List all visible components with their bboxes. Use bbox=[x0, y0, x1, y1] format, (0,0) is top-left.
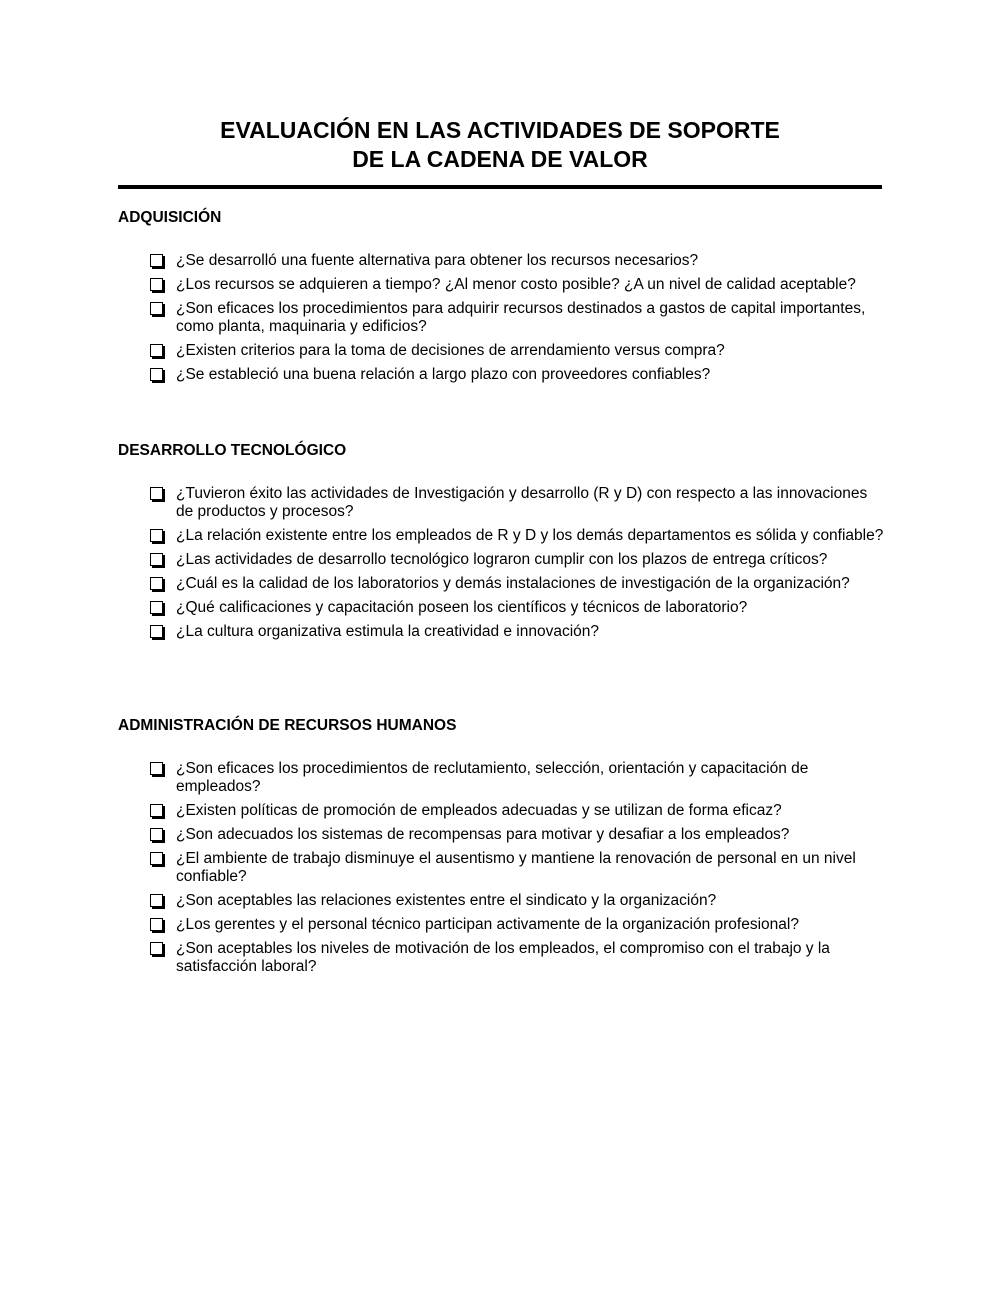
checklist-item-text: ¿Son adecuados los sistemas de recompensas para motivar y desafiar a los empleados? bbox=[176, 826, 790, 843]
checklist-item bbox=[150, 366, 885, 384]
checkbox-icon[interactable] bbox=[150, 344, 163, 357]
checkbox-icon[interactable] bbox=[150, 278, 163, 291]
checkbox-icon[interactable] bbox=[150, 368, 163, 381]
checklist-item-text: ¿Son eficaces los procedimientos para adquirir recursos destinados a gastos de capital importantes, como planta, maquinaria y edificios? bbox=[176, 300, 866, 335]
section-desarrollo-tecnologico bbox=[118, 442, 884, 640]
checkbox-icon[interactable] bbox=[150, 254, 163, 267]
checklist-item-text: ¿Cuál es la calidad de los laboratorios y demás instalaciones de investigación de la organización? bbox=[176, 575, 850, 592]
checklist-item bbox=[150, 252, 885, 270]
checklist-item bbox=[150, 802, 885, 820]
checklist-item-text: ¿Las actividades de desarrollo tecnológico lograron cumplir con los plazos de entrega críticos? bbox=[176, 551, 828, 568]
checklist-item-text: ¿Se desarrolló una fuente alternativa para obtener los recursos necesarios? bbox=[176, 252, 699, 269]
checkbox-icon[interactable] bbox=[150, 804, 163, 817]
checkbox-icon[interactable] bbox=[150, 601, 163, 614]
section-heading: DESARROLLO TECNOLÓGICO bbox=[118, 442, 347, 459]
checklist-item-text: ¿Se estableció una buena relación a largo plazo con proveedores confiables? bbox=[176, 366, 711, 383]
checklist-item-text: ¿Son aceptables los niveles de motivación de los empleados, el compromiso con el trabajo y la satisfacción laboral? bbox=[176, 940, 830, 975]
checklist-item bbox=[150, 276, 885, 294]
checkbox-icon[interactable] bbox=[150, 302, 163, 315]
checkbox-icon[interactable] bbox=[150, 918, 163, 931]
checklist-item bbox=[150, 916, 885, 934]
checkbox-icon[interactable] bbox=[150, 828, 163, 841]
checkbox-icon[interactable] bbox=[150, 625, 163, 638]
checklist-item-text: ¿Existen políticas de promoción de empleados adecuadas y se utilizan de forma eficaz? bbox=[176, 802, 782, 819]
checkbox-icon[interactable] bbox=[150, 942, 163, 955]
checklist-item bbox=[150, 575, 885, 593]
title-line-2: DE LA CADENA DE VALOR bbox=[352, 146, 648, 172]
checklist-item-text: ¿El ambiente de trabajo disminuye el ausentismo y mantiene la renovación de personal en un nivel confiable? bbox=[176, 850, 856, 885]
checklist-item-text: ¿Los recursos se adquieren a tiempo? ¿Al menor costo posible? ¿A un nivel de calidad aceptable? bbox=[176, 276, 856, 293]
checklist-item bbox=[150, 300, 885, 336]
checkbox-icon[interactable] bbox=[150, 852, 163, 865]
checklist bbox=[150, 485, 885, 647]
checklist-item-text: ¿Los gerentes y el personal técnico participan activamente de la organización profesional? bbox=[176, 916, 799, 933]
checklist-item-text: ¿Tuvieron éxito las actividades de Investigación y desarrollo (R y D) con respecto a las innovaciones de productos y procesos? bbox=[176, 485, 868, 520]
checklist-item-text: ¿Existen criterios para la toma de decisiones de arrendamiento versus compra? bbox=[176, 342, 725, 359]
checklist-item-text: ¿Son aceptables las relaciones existentes entre el sindicato y la organización? bbox=[176, 892, 717, 909]
checklist-item bbox=[150, 940, 885, 976]
checklist-item bbox=[150, 551, 885, 569]
checklist-item-text: ¿La relación existente entre los empleados de R y D y los demás departamentos es sólida y confiable? bbox=[176, 527, 884, 544]
checklist-item bbox=[150, 826, 885, 844]
checklist bbox=[150, 252, 885, 390]
checklist-item bbox=[150, 892, 885, 910]
checkbox-icon[interactable] bbox=[150, 762, 163, 775]
document-title bbox=[118, 116, 882, 174]
checklist-item bbox=[150, 850, 885, 886]
checkbox-icon[interactable] bbox=[150, 577, 163, 590]
checklist-item bbox=[150, 599, 885, 617]
checkbox-icon[interactable] bbox=[150, 553, 163, 566]
title-line-1: EVALUACIÓN EN LAS ACTIVIDADES DE SOPORTE bbox=[220, 117, 780, 143]
checkbox-icon[interactable] bbox=[150, 487, 163, 500]
checklist-item bbox=[150, 342, 885, 360]
checklist-item-text: ¿Son eficaces los procedimientos de reclutamiento, selección, orientación y capacitación de empleados? bbox=[176, 760, 809, 795]
section-recursos-humanos bbox=[118, 717, 882, 975]
checkbox-icon[interactable] bbox=[150, 894, 163, 907]
checklist bbox=[150, 760, 885, 982]
checklist-item-text: ¿La cultura organizativa estimula la creatividad e innovación? bbox=[176, 623, 600, 640]
checklist-item bbox=[150, 485, 885, 521]
checklist-item bbox=[150, 527, 885, 545]
checklist-item bbox=[150, 760, 885, 796]
section-heading: ADQUISICIÓN bbox=[118, 209, 222, 226]
checklist-item bbox=[150, 623, 885, 641]
title-divider bbox=[118, 185, 882, 189]
section-heading: ADMINISTRACIÓN DE RECURSOS HUMANOS bbox=[118, 717, 457, 734]
checkbox-icon[interactable] bbox=[150, 529, 163, 542]
section-adquisicion bbox=[118, 209, 882, 383]
checklist-item-text: ¿Qué calificaciones y capacitación poseen los científicos y técnicos de laboratorio? bbox=[176, 599, 748, 616]
